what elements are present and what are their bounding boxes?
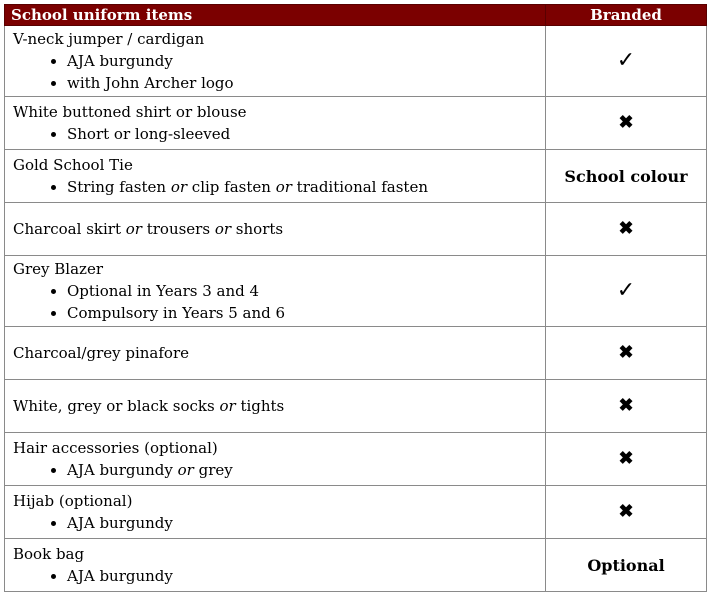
- bullet-item: • AJA burgundy: [67, 512, 537, 534]
- branded-cell: [546, 486, 707, 539]
- header-row: [5, 5, 707, 26]
- item-title: White buttoned shirt or blouse: [13, 103, 247, 121]
- item-cell: [5, 26, 546, 97]
- bullet-item: • Optional in Years 3 and 4: [67, 280, 537, 302]
- branded-cell: [546, 256, 707, 327]
- bullet-item: • AJA burgundy: [67, 50, 537, 72]
- cross-icon: ✖: [618, 395, 634, 416]
- table-row: [5, 256, 707, 327]
- cross-icon: ✖: [618, 112, 634, 133]
- item-cell: [5, 380, 546, 433]
- header-items: School uniform items: [5, 5, 546, 26]
- item-cell: [5, 203, 546, 256]
- item-title: Hair accessories (optional): [13, 439, 218, 457]
- cross-icon: ✖: [618, 342, 634, 363]
- check-icon: ✓: [616, 48, 636, 73]
- cross-icon: ✖: [618, 448, 634, 469]
- bullet-item: • String fasten or clip fasten or traditional fasten: [67, 176, 537, 198]
- item-bullets: [13, 459, 537, 481]
- cross-icon: ✖: [618, 218, 634, 239]
- table-row: [5, 150, 707, 203]
- table-row: [5, 26, 707, 97]
- item-bullets: [13, 50, 537, 94]
- bullet-item: • Compulsory in Years 5 and 6: [67, 302, 537, 324]
- table-row: [5, 380, 707, 433]
- item-title: V-neck jumper / cardigan: [13, 30, 205, 48]
- branded-text: School colour: [564, 166, 688, 186]
- header-branded: Branded: [546, 5, 707, 26]
- bullet-item: • with John Archer logo: [67, 72, 537, 94]
- branded-text: Optional: [587, 555, 665, 575]
- item-title: Charcoal skirt or trousers or shorts: [13, 220, 284, 238]
- cross-icon: ✖: [618, 501, 634, 522]
- item-title: Grey Blazer: [13, 260, 103, 278]
- item-cell: [5, 486, 546, 539]
- branded-cell: [546, 539, 707, 592]
- bullet-item: • Short or long-sleeved: [67, 123, 537, 145]
- item-cell: [5, 256, 546, 327]
- table-row: [5, 203, 707, 256]
- item-cell: [5, 539, 546, 592]
- item-cell: [5, 150, 546, 203]
- branded-cell: [546, 26, 707, 97]
- table-row: [5, 327, 707, 380]
- item-title: Hijab (optional): [13, 492, 133, 510]
- check-icon: ✓: [616, 278, 636, 303]
- item-title: Book bag: [13, 545, 85, 563]
- uniform-table: [4, 4, 707, 592]
- branded-cell: [546, 150, 707, 203]
- bullet-item: • AJA burgundy or grey: [67, 459, 537, 481]
- branded-cell: [546, 380, 707, 433]
- table-row: [5, 539, 707, 592]
- table-row: [5, 97, 707, 150]
- item-title: White, grey or black socks or tights: [13, 397, 285, 415]
- table-row: [5, 433, 707, 486]
- item-bullets: [13, 512, 537, 534]
- item-cell: [5, 433, 546, 486]
- branded-cell: [546, 433, 707, 486]
- item-bullets: [13, 123, 537, 145]
- item-title: Charcoal/grey pinafore: [13, 344, 190, 362]
- branded-cell: [546, 327, 707, 380]
- item-bullets: [13, 565, 537, 587]
- item-title: Gold School Tie: [13, 156, 133, 174]
- item-bullets: [13, 280, 537, 324]
- branded-cell: [546, 97, 707, 150]
- bullet-item: • AJA burgundy: [67, 565, 537, 587]
- item-cell: [5, 97, 546, 150]
- branded-cell: [546, 203, 707, 256]
- item-bullets: [13, 176, 537, 198]
- table-row: [5, 486, 707, 539]
- item-cell: [5, 327, 546, 380]
